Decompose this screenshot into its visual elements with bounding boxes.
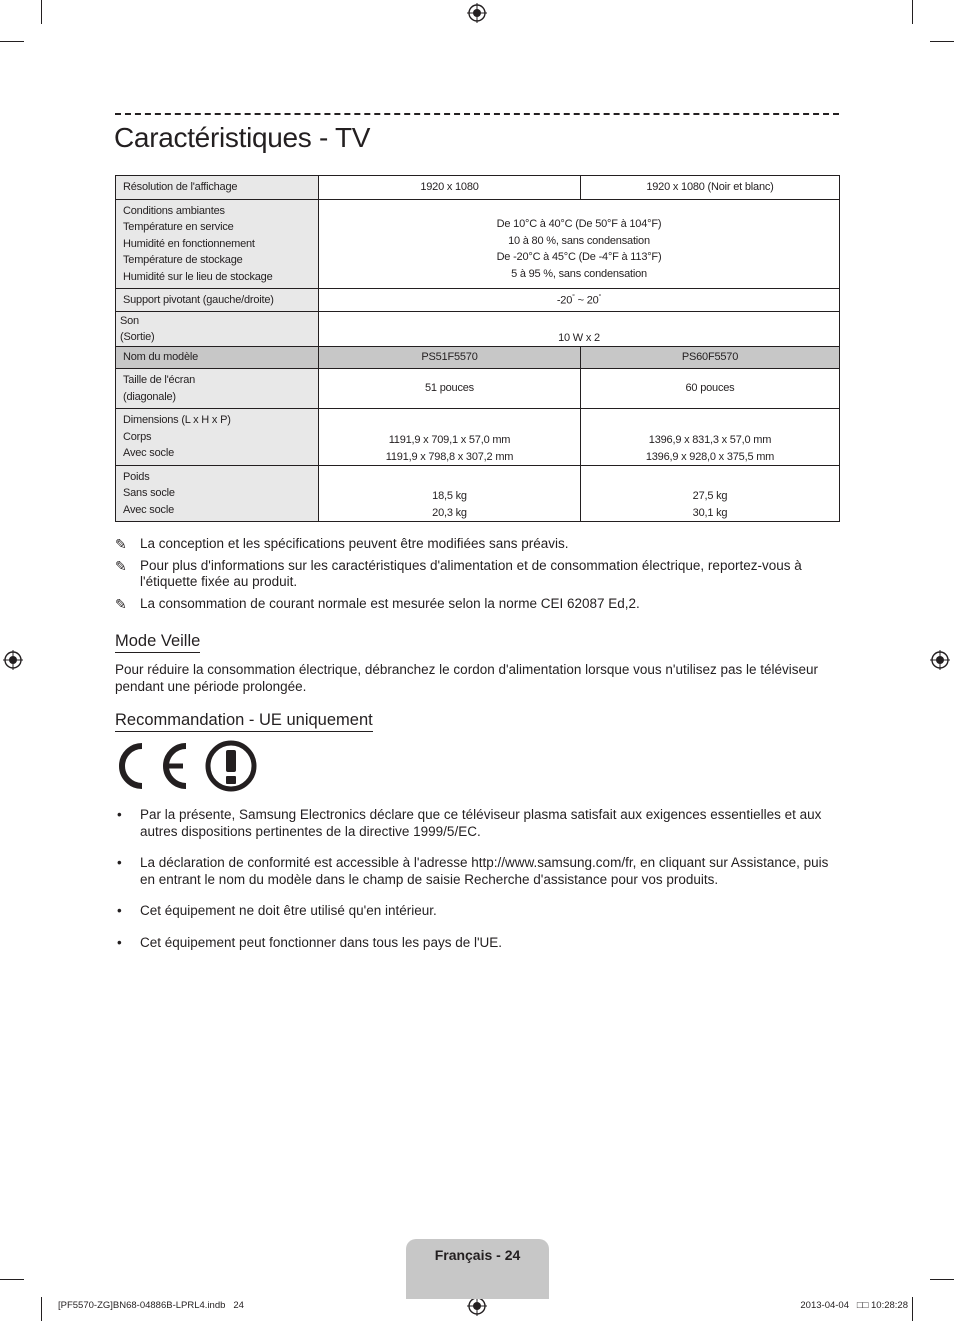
list-item	[115, 807, 839, 840]
pencil-icon: ✎	[115, 595, 127, 612]
crop-mark	[930, 41, 954, 42]
spec-label-line: Taille de l'écran	[123, 374, 196, 386]
date-slug: 2013-04-04 □□ 10:28:28	[800, 1300, 908, 1311]
eu-bullet-list	[115, 807, 839, 966]
spec-label-line: Température de stockage	[123, 254, 243, 267]
spec-value-line: 27,5 kg	[692, 490, 728, 502]
spec-value	[319, 466, 581, 522]
bullet-text: Par la présente, Samsung Electronics déclare que ce téléviseur plasma satisfait aux exigences essentielles et aux autres dispositions pertinentes de la directive 1999/5/EC.	[140, 807, 822, 839]
spec-value-line: 5 à 95 %, sans condensation	[511, 267, 647, 280]
spec-label-line: Température en service	[123, 221, 234, 234]
spec-label: Support pivotant (gauche/droite)	[116, 289, 319, 312]
crop-mark	[41, 1297, 42, 1321]
note-item	[115, 536, 839, 553]
table-row	[116, 409, 840, 466]
standby-text: Pour réduire la consommation électrique, débranchez le cordon d'alimentation lorsque vous n'utilisez pas le téléviseur pendant une période prolongée.	[115, 662, 819, 694]
bullet-text: Cet équipement peut fonctionner dans tous les pays de l'UE.	[140, 934, 503, 950]
note-item	[115, 596, 839, 613]
table-row	[116, 369, 840, 409]
spec-value-line: 1396,9 x 928,0 x 375,5 mm	[645, 450, 775, 463]
ce-mark-icon	[115, 740, 195, 792]
spec-value	[581, 409, 840, 466]
degree-symbol: °	[598, 294, 602, 302]
swivel-max: ~ 20	[574, 295, 599, 308]
spec-label-line: Conditions ambiantes	[123, 204, 225, 217]
table-row	[116, 347, 840, 369]
spec-value: PS51F5570	[319, 347, 581, 369]
spec-label	[116, 312, 319, 347]
crop-mark	[912, 0, 913, 24]
spec-label	[116, 466, 319, 522]
spec-label-line: Humidité en fonctionnement	[123, 237, 255, 250]
spec-value-line: 30,1 kg	[692, 506, 728, 519]
crop-mark	[930, 1279, 954, 1280]
spec-value-line: 20,3 kg	[432, 506, 467, 519]
spec-value-line: 1396,9 x 831,3 x 57,0 mm	[648, 434, 772, 446]
spec-value	[581, 466, 840, 522]
spec-value: 51 pouces	[319, 369, 581, 409]
spec-label-line: Sans socle	[123, 487, 175, 500]
spec-label-line: (Sortie)	[120, 331, 155, 343]
table-row	[116, 176, 840, 200]
bullet-mark: •	[117, 934, 122, 950]
page-number-tab	[406, 1239, 549, 1299]
list-item	[115, 935, 839, 952]
spec-label	[116, 409, 319, 466]
list-item	[115, 855, 839, 888]
spec-value	[319, 289, 840, 312]
spec-value-line: 10 à 80 %, sans condensation	[508, 234, 650, 247]
spec-label: Nom du modèle	[116, 347, 319, 369]
spec-label-line: Avec socle	[123, 447, 174, 460]
pencil-icon: ✎	[115, 536, 127, 552]
table-row	[116, 312, 840, 347]
registration-target-icon	[467, 3, 487, 23]
spec-value-line: De 10°C à 40°C (De 50°F à 104°F)	[496, 218, 662, 230]
notes-list	[115, 536, 839, 617]
note-text: La consommation de courant normale est mesurée selon la norme CEI 62087 Ed,2.	[140, 595, 640, 611]
note-item	[115, 558, 839, 591]
list-item	[115, 903, 839, 920]
spec-label-line: Son	[120, 314, 139, 327]
eu-heading: Recommandation - UE uniquement	[115, 711, 373, 732]
spec-value-line: 1191,9 x 798,8 x 307,2 mm	[385, 450, 514, 463]
table-row	[116, 289, 840, 312]
spec-value: 1920 x 1080	[319, 176, 581, 200]
spec-value-line: 1191,9 x 709,1 x 57,0 mm	[388, 434, 511, 446]
registration-target-icon	[467, 1296, 487, 1316]
page-number: Français - 24	[434, 1247, 521, 1263]
note-text: Pour plus d'informations sur les caractéristiques d'alimentation et de consommation électrique, reportez-vous à l'étiquette fixée au produit.	[140, 557, 802, 589]
alert-circle-icon	[205, 740, 257, 792]
bullet-mark: •	[117, 807, 122, 822]
swivel-min: -20	[556, 295, 573, 308]
crop-mark	[0, 41, 24, 42]
standby-heading: Mode Veille	[115, 632, 200, 653]
spec-value	[319, 409, 581, 466]
page-title: Caractéristiques - TV	[114, 122, 371, 153]
spec-label-line: Corps	[123, 430, 152, 443]
spec-value-line: 18,5 kg	[432, 490, 467, 502]
spec-label-line: (diagonale)	[123, 390, 176, 403]
file-slug: [PF5570-ZG]BN68-04886B-LPRL4.indb 24	[58, 1300, 244, 1311]
degree-symbol: °	[572, 294, 575, 302]
crop-mark	[41, 0, 42, 24]
spec-value: 10 W x 2	[319, 312, 840, 347]
bullet-mark: •	[117, 855, 122, 870]
spec-value: PS60F5570	[581, 347, 840, 369]
table-row	[116, 200, 840, 289]
bullet-text: Cet équipement ne doit être utilisé qu'en intérieur.	[140, 903, 437, 918]
pencil-icon: ✎	[115, 557, 127, 574]
spec-table	[115, 175, 840, 522]
title-dashed-rule	[115, 113, 839, 115]
spec-value: 1920 x 1080 (Noir et blanc)	[581, 176, 840, 200]
bullet-text: La déclaration de conformité est accessible à l'adresse http://www.samsung.com/fr, en cliquant sur Assistance, puis en entrant le nom du modèle dans le champ de saisie Recherche d'assistance pour vos produits.	[140, 855, 829, 887]
table-row	[116, 466, 840, 522]
crop-mark	[912, 1297, 913, 1321]
crop-mark	[0, 1279, 24, 1280]
spec-label	[116, 369, 319, 409]
spec-value	[319, 200, 840, 289]
spec-value-line: De -20°C à 45°C (De -4°F à 113°F)	[496, 251, 662, 263]
spec-label-line: Avec socle	[123, 503, 174, 516]
registration-target-icon	[930, 650, 950, 670]
bullet-mark: •	[117, 903, 122, 918]
spec-label	[116, 200, 319, 289]
spec-label-line: Humidité sur le lieu de stockage	[123, 270, 273, 283]
spec-label-line: Poids	[123, 470, 150, 483]
registration-target-icon	[3, 650, 23, 670]
note-text: La conception et les spécifications peuvent être modifiées sans préavis.	[140, 536, 569, 551]
spec-value: 60 pouces	[581, 369, 840, 409]
spec-label-line: Dimensions (L x H x P)	[123, 414, 231, 427]
spec-label: Résolution de l'affichage	[116, 176, 319, 200]
